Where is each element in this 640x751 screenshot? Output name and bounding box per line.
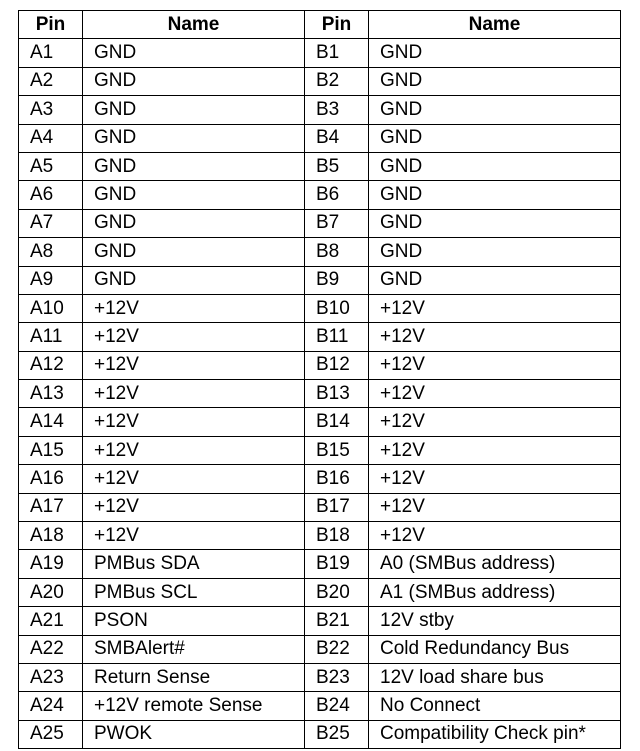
name-a-cell: GND [83,238,305,266]
name-a-cell: +12V [83,408,305,436]
table-row [19,39,621,67]
name-b-cell: No Connect [369,692,621,720]
pin-a-cell: A8 [19,238,83,266]
name-a-cell: PMBus SDA [83,550,305,578]
name-b-cell: +12V [369,493,621,521]
pin-b-cell: B24 [305,692,369,720]
pin-a-cell: A7 [19,209,83,237]
table-row [19,67,621,95]
name-b-cell: GND [369,266,621,294]
pin-a-cell: A4 [19,124,83,152]
pin-a-cell: A25 [19,720,83,748]
name-b-cell: GND [369,181,621,209]
name-a-cell: PMBus SCL [83,578,305,606]
pin-a-cell: A24 [19,692,83,720]
name-a-cell: +12V [83,436,305,464]
pin-b-cell: B14 [305,408,369,436]
header-pin-b: Pin [305,11,369,39]
name-a-cell: +12V [83,493,305,521]
name-a-cell: GND [83,152,305,180]
table-row [19,522,621,550]
name-a-cell: +12V [83,323,305,351]
name-b-cell: GND [369,152,621,180]
pin-b-cell: B15 [305,436,369,464]
pin-b-cell: B3 [305,96,369,124]
pin-a-cell: A5 [19,152,83,180]
name-a-cell: GND [83,266,305,294]
name-b-cell: +12V [369,323,621,351]
name-b-cell: GND [369,238,621,266]
pin-b-cell: B11 [305,323,369,351]
pin-a-cell: A15 [19,436,83,464]
pin-a-cell: A13 [19,380,83,408]
pin-b-cell: B1 [305,39,369,67]
name-b-cell: Compatibility Check pin* [369,720,621,748]
name-b-cell: +12V [369,351,621,379]
table-row [19,465,621,493]
name-a-cell: +12V [83,522,305,550]
table-row [19,635,621,663]
pin-a-cell: A9 [19,266,83,294]
pin-a-cell: A14 [19,408,83,436]
table-row [19,550,621,578]
table-row [19,720,621,748]
pin-b-cell: B21 [305,607,369,635]
name-b-cell: GND [369,209,621,237]
name-a-cell: GND [83,124,305,152]
name-a-cell: +12V [83,465,305,493]
header-pin-a: Pin [19,11,83,39]
name-a-cell: GND [83,181,305,209]
pin-a-cell: A17 [19,493,83,521]
pin-b-cell: B19 [305,550,369,578]
pin-b-cell: B9 [305,266,369,294]
pin-a-cell: A10 [19,294,83,322]
pin-a-cell: A3 [19,96,83,124]
table-row [19,152,621,180]
table-row [19,323,621,351]
name-a-cell: +12V [83,380,305,408]
pin-b-cell: B25 [305,720,369,748]
pin-b-cell: B8 [305,238,369,266]
name-a-cell: GND [83,67,305,95]
table-row [19,493,621,521]
name-a-cell: SMBAlert# [83,635,305,663]
name-a-cell: PWOK [83,720,305,748]
pinout-table [18,10,621,749]
name-a-cell: PSON [83,607,305,635]
pin-b-cell: B20 [305,578,369,606]
pin-a-cell: A18 [19,522,83,550]
name-b-cell: +12V [369,522,621,550]
name-b-cell: +12V [369,436,621,464]
pin-b-cell: B12 [305,351,369,379]
name-b-cell: GND [369,39,621,67]
pin-b-cell: B10 [305,294,369,322]
table-row [19,181,621,209]
table-body [19,39,621,749]
pin-b-cell: B16 [305,465,369,493]
pin-a-cell: A20 [19,578,83,606]
pin-a-cell: A1 [19,39,83,67]
pin-b-cell: B13 [305,380,369,408]
pin-a-cell: A2 [19,67,83,95]
name-b-cell: +12V [369,294,621,322]
pin-a-cell: A11 [19,323,83,351]
table-header [19,11,621,39]
name-a-cell: GND [83,39,305,67]
table-row [19,663,621,691]
table-row [19,294,621,322]
table-row [19,408,621,436]
pin-b-cell: B18 [305,522,369,550]
table-row [19,351,621,379]
header-name-a: Name [83,11,305,39]
pin-b-cell: B5 [305,152,369,180]
pin-b-cell: B7 [305,209,369,237]
name-b-cell: +12V [369,465,621,493]
header-name-b: Name [369,11,621,39]
pin-b-cell: B4 [305,124,369,152]
name-a-cell: +12V [83,294,305,322]
name-a-cell: Return Sense [83,663,305,691]
name-a-cell: +12V remote Sense [83,692,305,720]
table-row [19,209,621,237]
table-row [19,607,621,635]
table-row [19,96,621,124]
name-a-cell: GND [83,96,305,124]
pin-a-cell: A22 [19,635,83,663]
pin-a-cell: A19 [19,550,83,578]
name-a-cell: GND [83,209,305,237]
name-b-cell: 12V stby [369,607,621,635]
name-b-cell: A1 (SMBus address) [369,578,621,606]
pin-b-cell: B23 [305,663,369,691]
table-row [19,578,621,606]
name-b-cell: Cold Redundancy Bus [369,635,621,663]
name-b-cell: GND [369,124,621,152]
pin-b-cell: B22 [305,635,369,663]
pin-a-cell: A23 [19,663,83,691]
name-a-cell: +12V [83,351,305,379]
table-row [19,692,621,720]
name-b-cell: +12V [369,380,621,408]
name-b-cell: GND [369,96,621,124]
table-row [19,436,621,464]
table-row [19,238,621,266]
header-row [19,11,621,39]
table-row [19,266,621,294]
pin-a-cell: A6 [19,181,83,209]
table-row [19,380,621,408]
name-b-cell: +12V [369,408,621,436]
pin-b-cell: B6 [305,181,369,209]
pin-b-cell: B17 [305,493,369,521]
name-b-cell: 12V load share bus [369,663,621,691]
table-row [19,124,621,152]
pin-a-cell: A16 [19,465,83,493]
name-b-cell: A0 (SMBus address) [369,550,621,578]
name-b-cell: GND [369,67,621,95]
pin-b-cell: B2 [305,67,369,95]
pin-a-cell: A12 [19,351,83,379]
pin-a-cell: A21 [19,607,83,635]
